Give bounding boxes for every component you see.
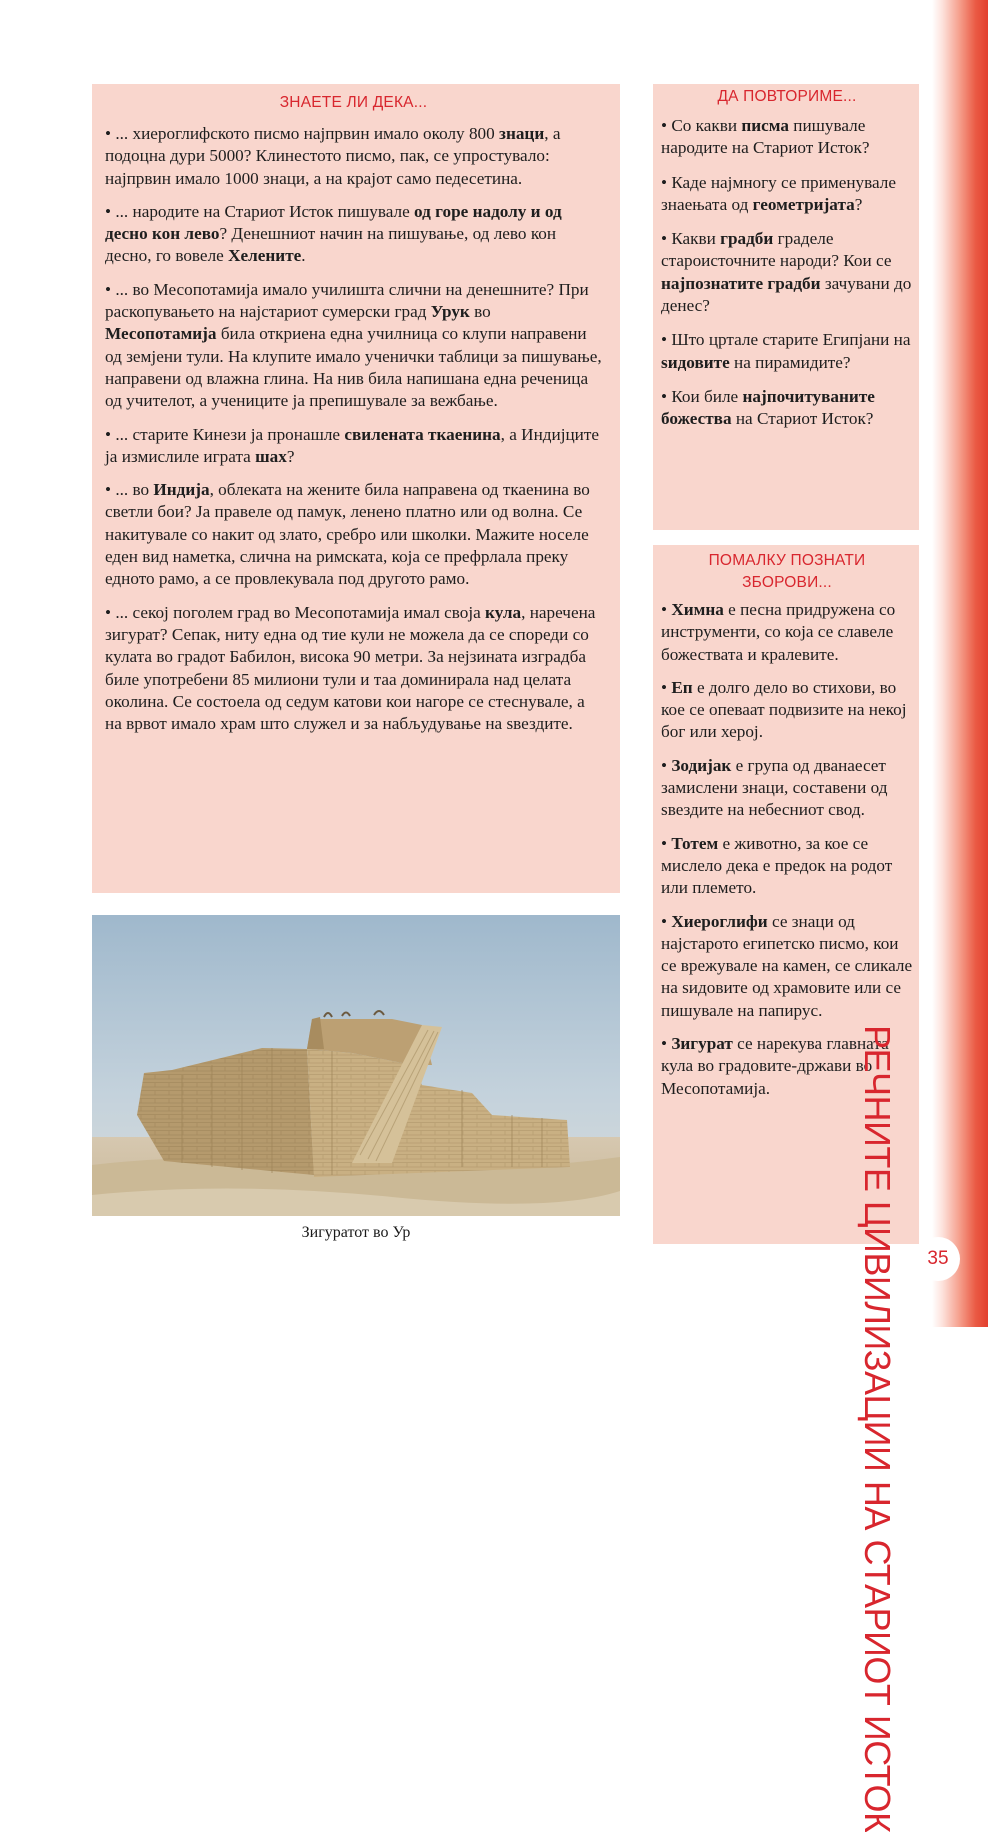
- side-bar: [932, 0, 988, 1327]
- bold-term: геометријата: [752, 194, 855, 214]
- bold-term: Зигурат: [671, 1034, 733, 1054]
- bold-term: градби: [720, 229, 774, 249]
- text-run: е група од дванаесет замислени знаци, составени од ѕвездите на небесниот свод.: [661, 755, 888, 820]
- bullet-item: [105, 123, 602, 190]
- bullet-item: [661, 833, 913, 900]
- text-run: во: [469, 302, 491, 322]
- text-run: се нарекува главната кула во градовите-држави во Месопотамија.: [661, 1034, 889, 1098]
- bold-term: свилената ткаенина: [344, 424, 501, 444]
- bold-term: Еп: [671, 677, 693, 697]
- bold-term: од горе надолу и од десно кон лево: [105, 201, 562, 244]
- bold-term: шах: [255, 446, 287, 466]
- text-run: на пирамидите?: [729, 352, 851, 372]
- text-run: • Какви: [661, 229, 721, 249]
- photo-caption: Зигуратот во Ур: [301, 1224, 411, 1241]
- text-run: ?: [854, 194, 863, 214]
- text-run: •: [661, 600, 672, 619]
- review-title: ДА ПОВТОРИМЕ...: [717, 88, 857, 105]
- ziggurat-image: [92, 915, 620, 1216]
- bold-term: Хиероглифи: [671, 911, 768, 931]
- bold-term: најпочитуваните божества: [661, 386, 875, 429]
- text-run: • ... во: [105, 480, 154, 500]
- bold-term: кула: [485, 602, 522, 622]
- text-run: •: [661, 677, 672, 697]
- chapter-side-title: [857, 1025, 899, 1832]
- text-run: , наречена зигурат? Сепак, ниту една од тие кули не можела да се спореди со кулата во градот Бабилон, висока 90 метри. За нејзината изградба биле употребени 85 милиони тули и таа доминирала над целата околина. Се состоела од седум катови кои нагоре се стеснувале, а на врвот имало храм што служел и за набљудување на ѕвездите.: [105, 602, 596, 734]
- text-run: на Стариот Исток?: [731, 409, 874, 429]
- bullet-item: [661, 115, 913, 160]
- text-run: •: [661, 911, 672, 931]
- text-run: , а Индијците ја измислиле играта: [105, 424, 600, 466]
- text-run: • ... секој поголем град во Месопотамија имал своја: [105, 602, 486, 622]
- bold-term: Химна: [671, 600, 724, 619]
- review-box: [653, 84, 919, 530]
- text-run: • ... хиероглифското писмо најпрвин имало околу 800: [105, 124, 500, 143]
- glossary-title-line1: ПОМАЛКУ ПОЗНАТИ: [708, 552, 866, 569]
- bullet-item: [661, 386, 913, 431]
- did-you-know-title: ЗНАЕТЕ ЛИ ДЕКА...: [279, 94, 428, 111]
- bullet-item: [661, 755, 913, 822]
- bullet-item: [661, 228, 913, 317]
- text-run: .: [301, 246, 306, 266]
- bullet-item: [661, 677, 913, 744]
- bullet-item: [105, 424, 602, 469]
- review-list: [661, 115, 913, 431]
- text-run: • Кои биле: [661, 386, 743, 406]
- text-run: е долго дело во стихови, во кое се опеваат подвизите на некој бог или херој.: [661, 677, 907, 742]
- bold-term: Месопотамија: [105, 324, 217, 344]
- text-run: • ... народите на Стариот Исток пишувале: [105, 201, 415, 221]
- bullet-item: [661, 911, 913, 1022]
- text-run: е песна придружена со инструменти, со која се славеле божествата и кралевите.: [661, 600, 896, 664]
- bullet-item: [105, 201, 602, 268]
- text-run: пишувале народите на Стариот Исток?: [661, 116, 870, 158]
- did-you-know-box: [92, 84, 620, 893]
- text-run: • Што цртале старите Египјани на: [661, 330, 911, 350]
- text-run: се знаци од најстарото египетско писмо, кои се врежувале на камен, се сликале на ѕидовите од храмовите или се пишувале на папирус.: [661, 911, 913, 1020]
- text-run: ?: [286, 446, 295, 466]
- text-run: граделе староисточните народи? Кои се: [661, 229, 892, 271]
- bold-term: ѕидовите: [661, 352, 730, 372]
- bold-term: најпознатите градби: [661, 273, 821, 293]
- bold-term: Тотем: [671, 833, 719, 853]
- bullet-item: [661, 172, 913, 217]
- text-run: • ... старите Кинези ја пронашле: [105, 424, 345, 444]
- bold-term: Хелените: [228, 246, 302, 266]
- bold-term: Урук: [430, 302, 470, 322]
- text-run: , облеката на жените била направена од ткаенина во светли бои? Ја правеле од памук, ленено платно или од волна. Се накитувале со накит од злато, сребро или школки. Мажите носеле еден вид наметка, слична на римската, која се префрлала преку едното рамо, а се провлекувала под другото рамо.: [105, 480, 590, 589]
- text-run: •: [661, 1034, 672, 1054]
- text-run: •: [661, 833, 672, 853]
- bold-term: знаци: [499, 124, 545, 143]
- bullet-item: [661, 599, 913, 666]
- bullet-item: [105, 479, 602, 590]
- bold-term: писма: [741, 116, 789, 135]
- bold-term: Индија: [153, 480, 210, 500]
- did-you-know-list: [105, 123, 602, 735]
- bullet-item: [105, 602, 602, 736]
- glossary-title: [661, 550, 913, 594]
- bullet-item: [105, 279, 602, 413]
- text-run: зачувани до денес?: [661, 273, 912, 316]
- text-run: е животно, за кое се мислело дека е предок на родот или племето.: [661, 833, 893, 898]
- ziggurat-photo: [92, 915, 620, 1216]
- text-run: била откриена една училница со клупи направени од земјени тули. На клупите имало ученички таблици за пишување, направени од влажна глина. На нив била напишана една реченица од учителот, а учениците ја препишувале за вежбање.: [105, 324, 602, 411]
- text-run: • Каде најмногу се применувале знаењата од: [661, 172, 896, 214]
- text-run: •: [661, 755, 672, 775]
- text-run: , а подоцна дури 5000? Клинестото писмо, пак, се упростувало: најпрвин имало 1000 знаци, а на крајот само педесетина.: [105, 124, 561, 188]
- chapter-side-title-text: РЕЧНИТЕ ЦИВИЛИЗАЦИИ НА СТАРИОТ ИСТОК: [857, 1025, 898, 1832]
- page-number: 35: [916, 1237, 960, 1281]
- text-run: • Со какви: [661, 116, 742, 135]
- glossary-title-line2: ЗБОРОВИ...: [742, 574, 832, 591]
- text-run: • ... во Месопотамија имало училишта слични на денешните? При раскопувањето на најстариот сумерски град: [105, 279, 589, 322]
- bullet-item: [661, 329, 913, 374]
- text-run: ? Денешниот начин на пишување, од лево кон десно, го вовеле: [105, 224, 557, 266]
- bold-term: Зодијак: [671, 755, 732, 775]
